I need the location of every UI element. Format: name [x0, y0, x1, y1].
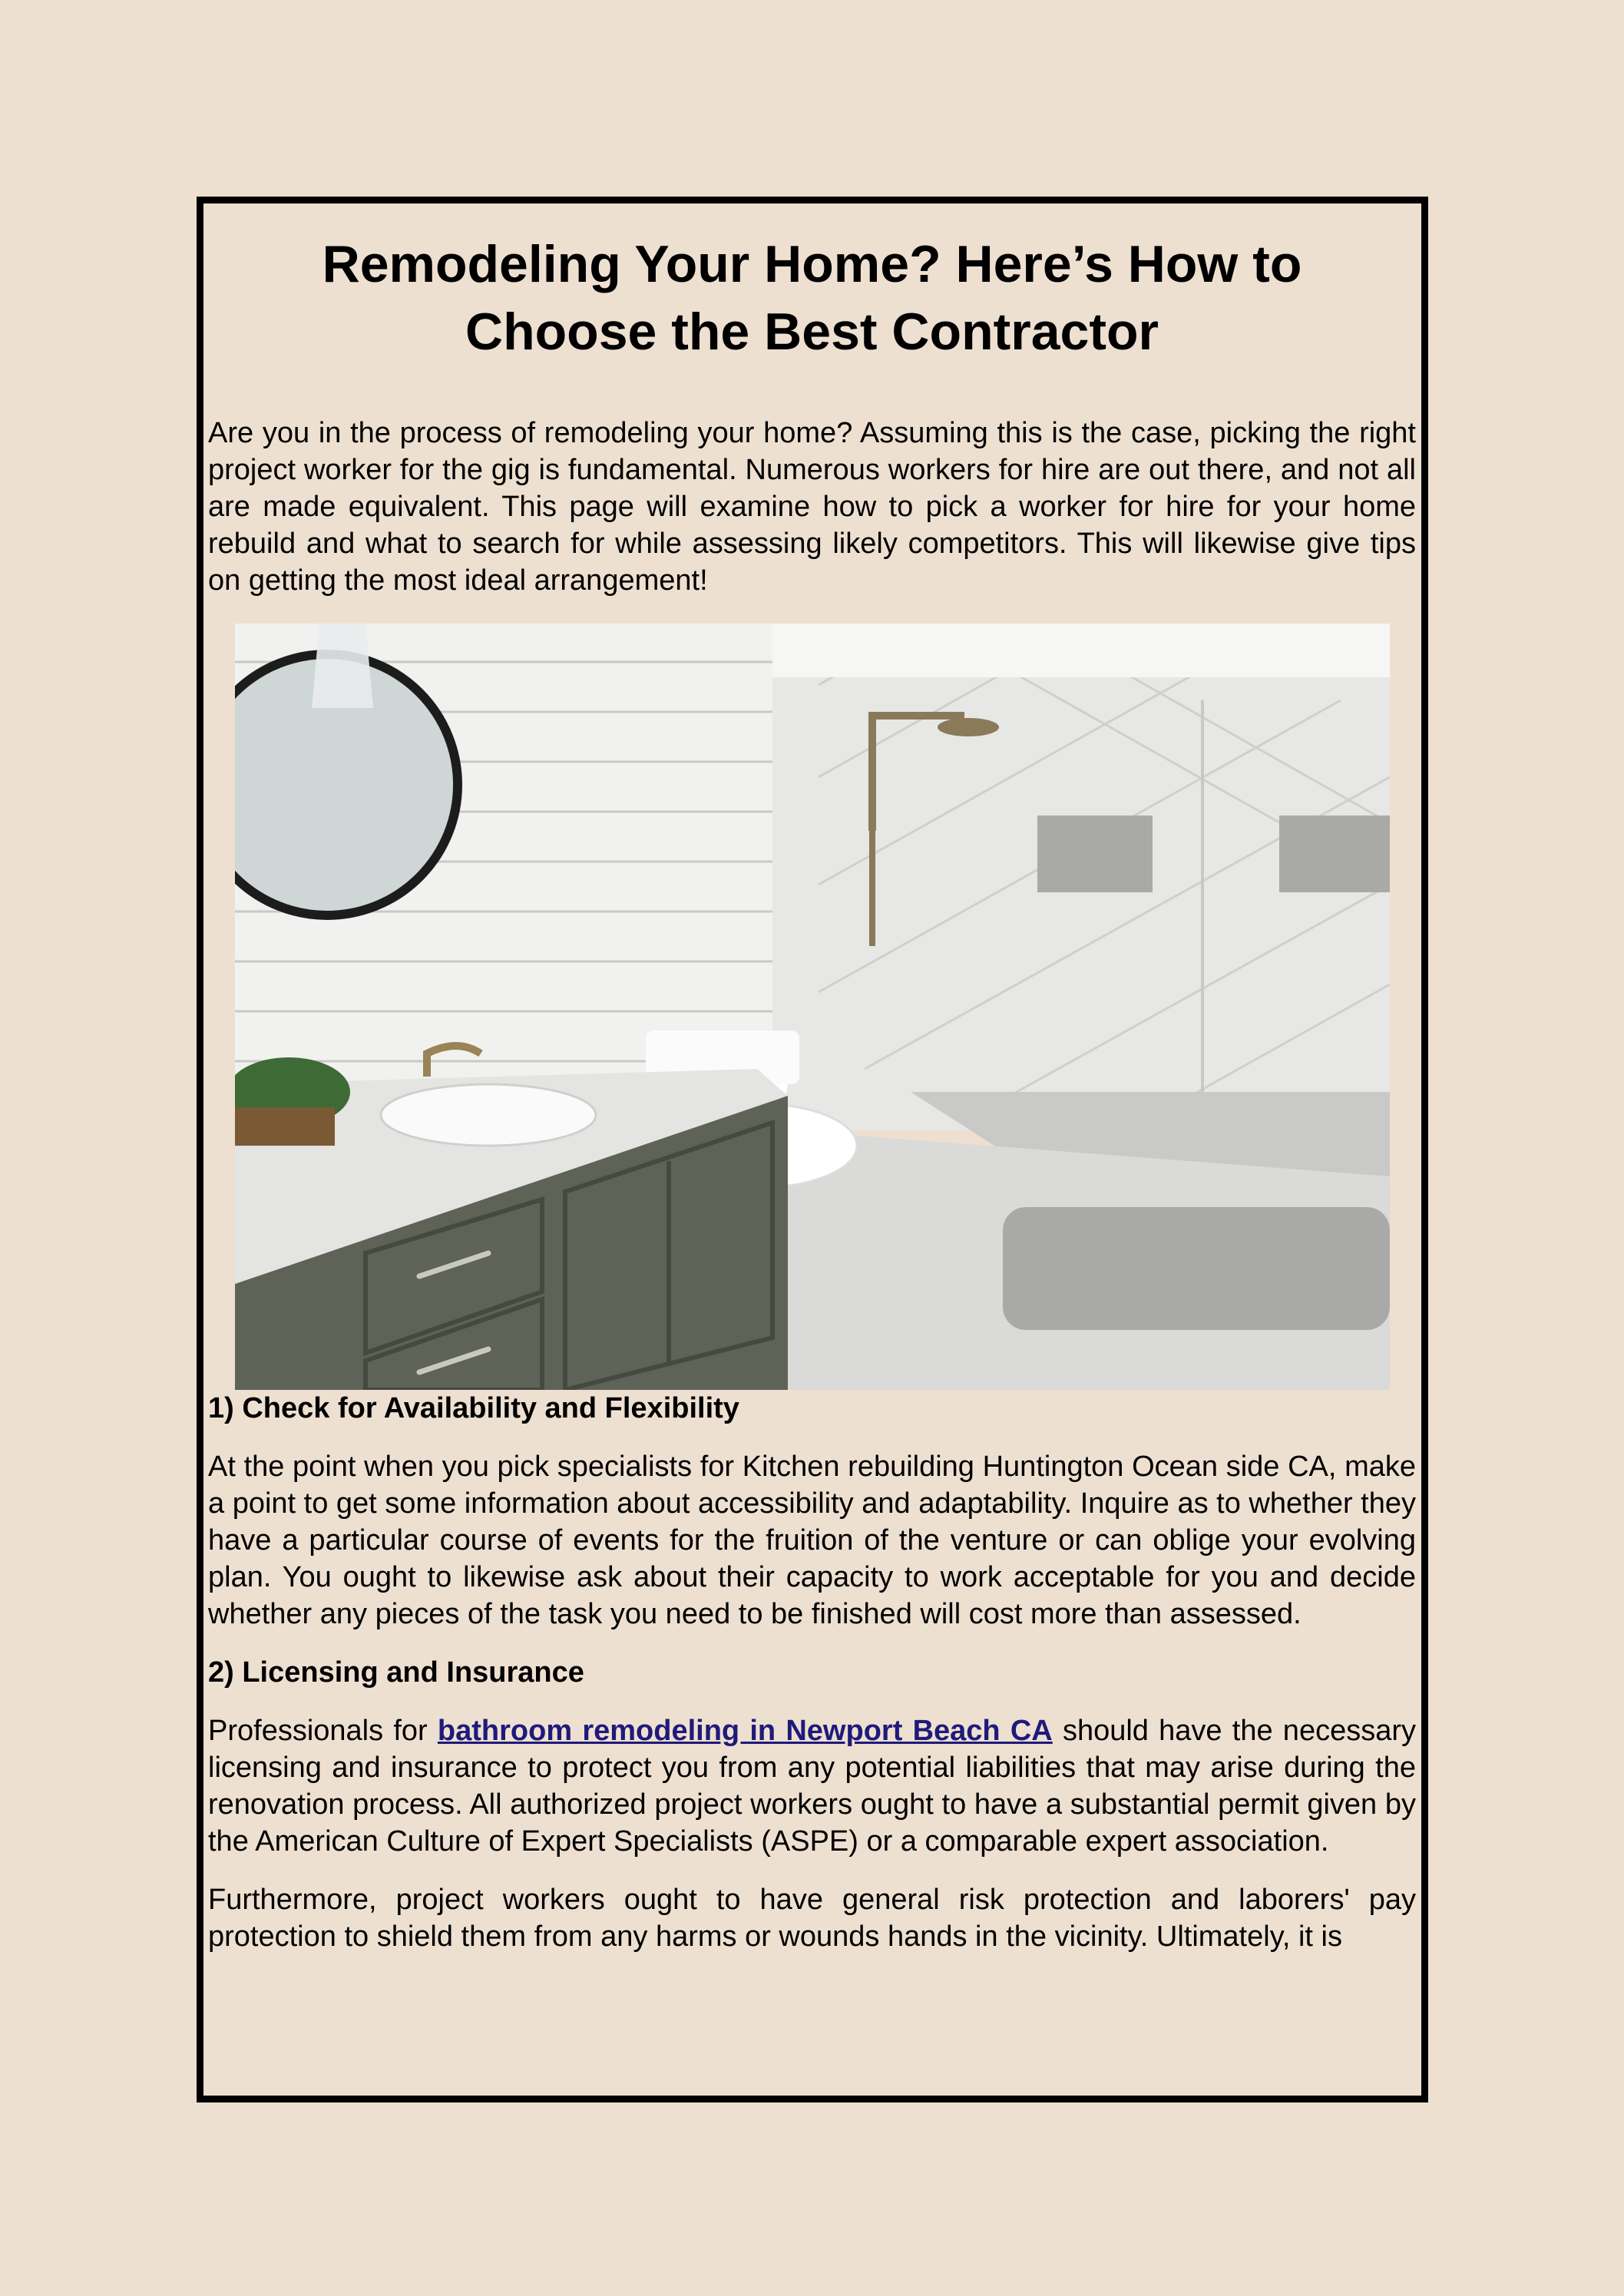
intro-paragraph: Are you in the process of remodeling your home? Assuming this is the case, picking the right project worker for the gig is fundamental. Numerous workers for hire are out there, and not all are made equivalent. This page will examine how to pick a worker for hire for your home rebuild and what to search for while assessing likely competitors. This will likewise give tips on getting the most ideal arrangement! [208, 417, 1416, 597]
section-1-paragraph: At the point when you pick specialists for Kitchen rebuilding Huntington Ocean side CA, make a point to get some information about accessibility and adaptability. Inquire as to whether they have a particular course of events for the fruition of the venture or can oblige your evolving plan. You ought to likewise ask about their capacity to work acceptable for you and decide whether any pieces of the task you need to be finished will cost more than assessed. [208, 1451, 1416, 1630]
section-2-heading: 2) Licensing and Insurance [208, 1656, 584, 1689]
article [208, 230, 1416, 1955]
bathroom-remodeling-link[interactable]: bathroom remodeling in Newport Beach CA [437, 1715, 1053, 1747]
section-2-paragraph-2: Furthermore, project workers ought to have general risk protection and laborers' pay protection to shield them from any harms or wounds hands in the vicinity. Ultimately, it is [208, 1884, 1416, 1953]
section-2-text-before-link: Professionals for [208, 1715, 438, 1747]
bathroom-photo [235, 624, 1390, 1390]
title-line-2: Choose the Best Contractor [465, 303, 1159, 361]
article-title [208, 230, 1416, 366]
section-2-text-after-link: should have the necessary licensing and insurance to protect you from any potential liabilities that may arise during the renovation process. All authorized project workers ought to have a substantial permit given by the American Culture of Expert Specialists (ASPE) or a comparable expert association. [208, 1715, 1417, 1858]
section-1-heading: 1) Check for Availability and Flexibility [208, 1392, 739, 1424]
title-line-1: Remodeling Your Home? Here’s How to [322, 235, 1302, 293]
section-2-paragraph [208, 1712, 1416, 1860]
